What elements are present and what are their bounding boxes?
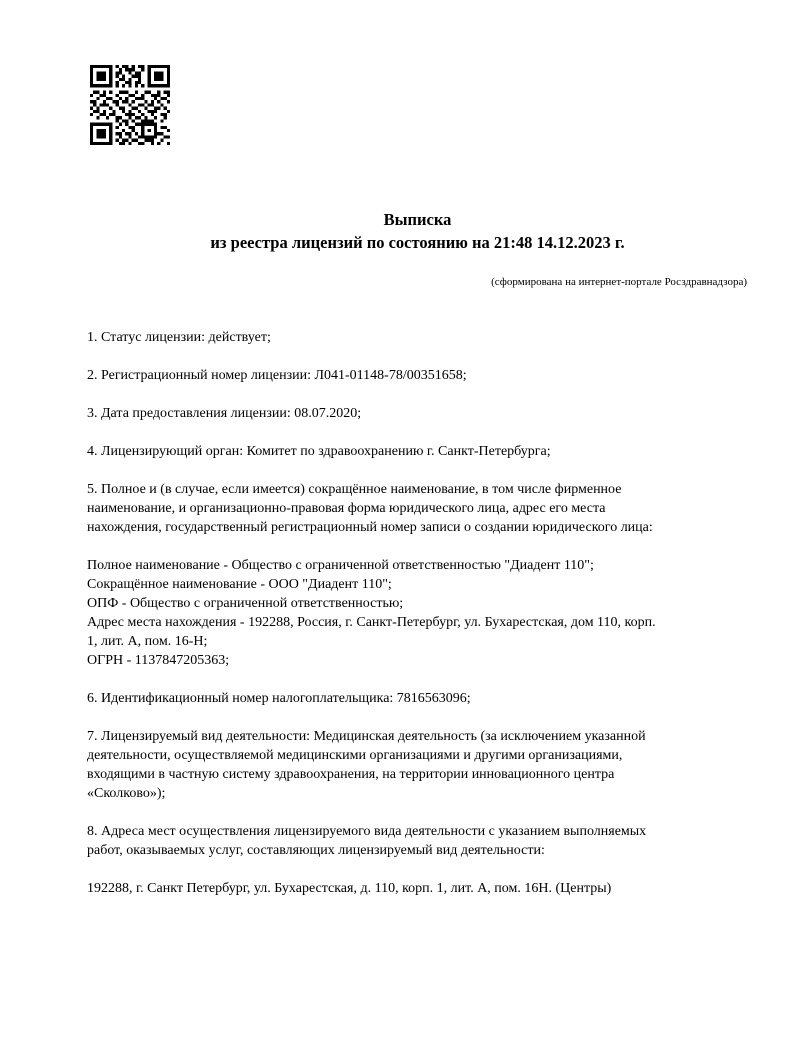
- title-line-1: Выписка: [383, 210, 452, 229]
- activity-address: 192288, г. Санкт Петербург, ул. Бухарестская, д. 110, корп. 1, лит. А, пом. 16Н. (Центры): [87, 881, 612, 896]
- qr-code-graphic: [90, 65, 170, 145]
- taxpayer-id: 6. Идентификационный номер налогоплательщика: 7816563096;: [87, 691, 471, 706]
- short-name: Сокращённое наименование - ООО "Диадент 110";: [87, 577, 392, 592]
- licensed-activity: 7. Лицензируемый вид деятельности: Медицинская деятельность (за исключением указанной деятельности, осуществляемой медицинскими организациями и другими организациями, входящими в частную систему здравоохранения, на территории инновационного центра «Сколково»);: [87, 729, 646, 801]
- title-line-2: из реестра лицензий по состоянию на 21:48 14.12.2023 г.: [210, 233, 625, 252]
- document-body: [87, 328, 737, 917]
- licensing-authority: 4. Лицензирующий орган: Комитет по здравоохранению г. Санкт-Петербурга;: [87, 444, 551, 459]
- license-date: 3. Дата предоставления лицензии: 08.07.2020;: [87, 406, 362, 421]
- full-name: Полное наименование - Общество с ограниченной ответственностью "Диадент 110";: [87, 558, 594, 573]
- document-title: [0, 208, 785, 254]
- organization-details: [87, 556, 737, 670]
- legal-address-cont: 1, лит. А, пом. 16-Н;: [87, 634, 208, 649]
- legal-address: Адрес места нахождения - 192288, Россия, г. Санкт-Петербург, ул. Бухарестская, дом 110, корп.: [87, 615, 656, 630]
- name-section-header: 5. Полное и (в случае, если имеется) сокращённое наименование, в том числе фирменное наименование, и организационно-правовая форма юридического лица, адрес его места нахождения, государственный регистрационный номер записи о создании юридического лица:: [87, 482, 653, 535]
- activity-addresses-header: 8. Адреса мест осуществления лицензируемого вида деятельности с указанием выполняемых работ, оказываемых услуг, составляющих лицензируемый вид деятельности:: [87, 824, 647, 858]
- license-reg-number: 2. Регистрационный номер лицензии: Л041-01148-78/00351658;: [87, 368, 467, 383]
- legal-form: ОПФ - Общество с ограниченной ответственностью;: [87, 596, 404, 611]
- license-status: 1. Статус лицензии: действует;: [87, 330, 271, 345]
- qr-code-icon: [90, 65, 170, 145]
- ogrn: ОГРН - 1137847205363;: [87, 653, 230, 668]
- source-note: (сформирована на интернет-портале Росздравнадзора): [491, 276, 747, 288]
